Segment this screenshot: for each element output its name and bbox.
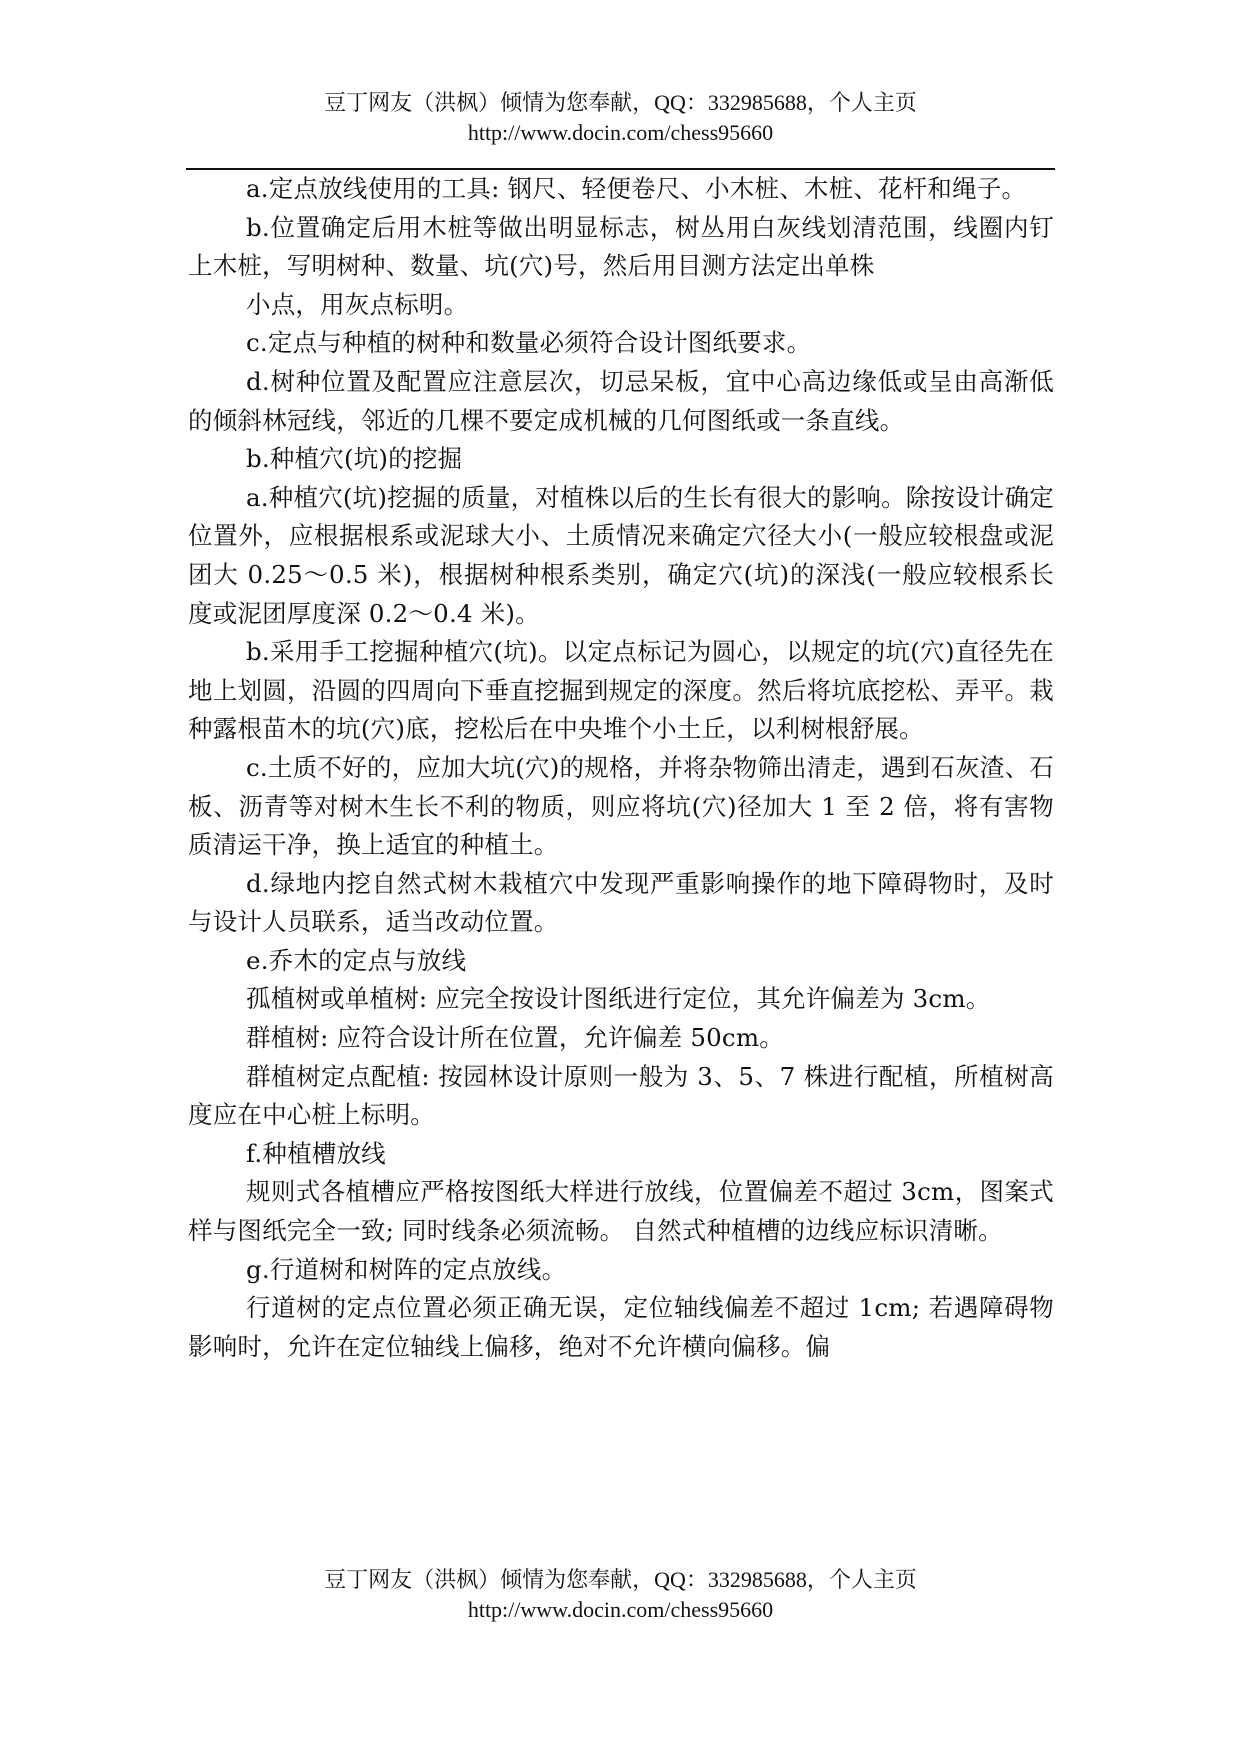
paragraph: 规则式各植槽应严格按图纸大样进行放线，位置偏差不超过 3cm，图案式样与图纸完全一致; 同时线条必须流畅。 自然式种植槽的边线应标识清晰。 <box>188 1177 1054 1246</box>
page-footer <box>0 1565 1241 1625</box>
paragraph: a.定点放线使用的工具: 钢尺、轻便卷尺、小木桩、木桩、花杆和绳子。 <box>246 174 1027 203</box>
section-heading: g.行道树和树阵的定点放线。 <box>246 1254 567 1284</box>
paragraph: c.土质不好的，应加大坑(穴)的规格，并将杂物筛出清走，遇到石灰渣、石板、沥青等对树木生长不利的物质，则应将坑(穴)径加大 1 至 2 倍，将有害物质清运干净，换上适宜的种植土。 <box>188 752 1054 860</box>
paragraph: d.树种位置及配置应注意层次，切忌呆板，宜中心高边缘低或呈由高渐低的倾斜林冠线，邻近的几棵不要定成机械的几何图纸或一条直线。 <box>188 366 1054 435</box>
header-credit-text: 豆丁网友（洪枫）倾情为您奉献，QQ：332985688，个人主页 <box>324 90 917 115</box>
paragraph: 群植树定点配植: 按园林设计原则一般为 3、5、7 株进行配植，所植树高度应在中心桩上标明。 <box>188 1061 1054 1130</box>
section-heading: e.乔木的定点与放线 <box>246 945 467 975</box>
paragraph: 行道树的定点位置必须正确无误，定位轴线偏差不超过 1cm; 若遇障碍物影响时，允许在定位轴线上偏移，绝对不允许横向偏移。偏 <box>188 1293 1054 1361</box>
footer-url-link[interactable]: http://www.docin.com/chess95660 <box>467 1597 774 1622</box>
paragraph: c.定点与种植的树种和数量必须符合设计图纸要求。 <box>246 328 812 358</box>
section-heading: f.种植槽放线 <box>246 1138 386 1168</box>
paragraph: a.种植穴(坑)挖掘的质量，对植株以后的生长有很大的影响。除按设计确定位置外，应根据根系或泥球大小、土质情况来确定穴径大小(一般应较根盘或泥团大 0.25～0.5 米)，根据树种根系类别，确定穴(坑)的深浅(一般应较根系长度或泥团厚度深 0.2～0.4 米)。 <box>188 482 1055 628</box>
footer-credit-text: 豆丁网友（洪枫）倾情为您奉献，QQ：332985688，个人主页 <box>324 1567 917 1592</box>
paragraph: 群植树: 应符合设计所在位置，允许偏差 50cm。 <box>246 1023 784 1053</box>
header-url-link[interactable]: http://www.docin.com/chess95660 <box>467 120 774 145</box>
paragraph: b.采用手工挖掘种植穴(坑)。以定点标记为圆心，以规定的坑(穴)直径先在地上划圆，沿圆的四周向下垂直挖掘到规定的深度。然后将坑底挖松、弄平。栽种露根苗木的坑(穴)底，挖松后在中央堆个小土丘，以利树根舒展。 <box>188 637 1054 744</box>
paragraph: b.位置确定后用木桩等做出明显标志，树丛用白灰线划清范围，线圈内钉上木桩，写明树种、数量、坑(穴)号，然后用目测方法定出单株 <box>188 212 1054 281</box>
paragraph: 小点，用灰点标明。 <box>246 289 469 319</box>
page-header <box>0 88 1241 148</box>
document-body <box>188 170 1054 1366</box>
paragraph: 孤植树或单植树: 应完全按设计图纸进行定位，其允许偏差为 3cm。 <box>246 984 991 1014</box>
section-heading: b.种植穴(坑)的挖掘 <box>246 444 463 474</box>
paragraph: d.绿地内挖自然式树木栽植穴中发现严重影响操作的地下障碍物时，及时与设计人员联系，适当改动位置。 <box>188 868 1054 937</box>
